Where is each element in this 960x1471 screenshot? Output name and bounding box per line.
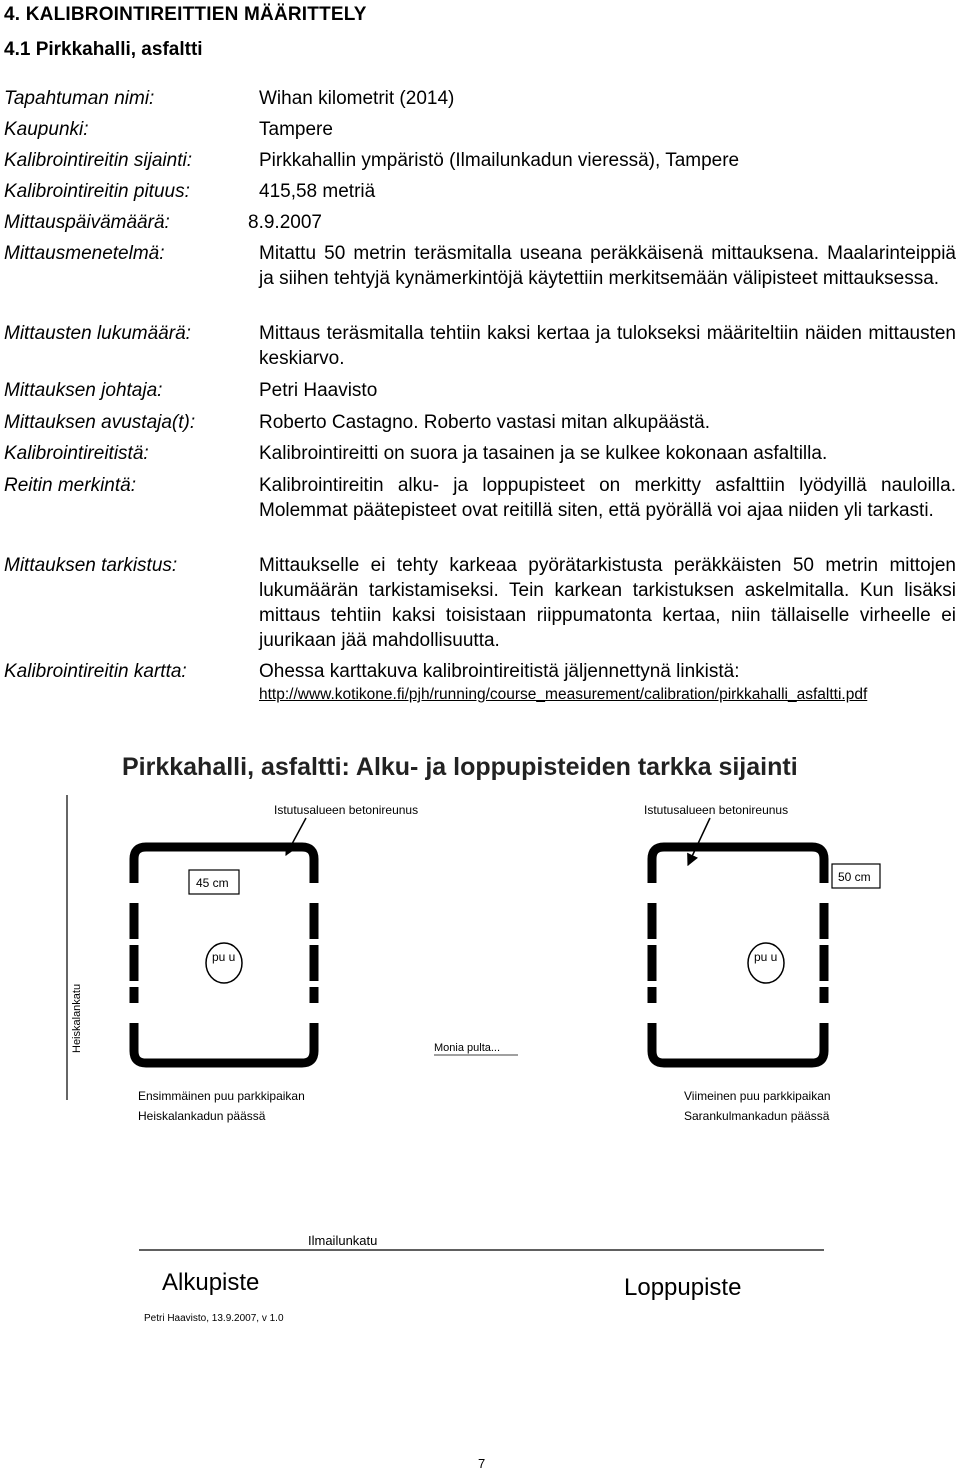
street-label-bottom: Ilmailunkatu	[308, 1233, 378, 1248]
field-label: Mittausten lukumäärä:	[4, 323, 191, 344]
field-value: Roberto Castagno. Roberto vastasi mitan alkupäästä.	[259, 412, 710, 433]
field-value: Mittaukselle ei tehty karkeaa pyörätarkistusta peräkkäisten 50 metrin mittojen lukumäärän tarkistamiseksi. Tein karkean tarkistuksen askelmitalla. Kun lisäksi mittaus tehtiin kaksi toisistaan riippumatonta kertaa, niin tällaiselle virheelle ei juurikaan jää mahdollisuutta.	[259, 555, 956, 651]
field-label: Mittauksen johtaja:	[4, 380, 163, 401]
field-label: Kalibrointireitistä:	[4, 443, 149, 464]
field-label: Kalibrointireitin sijainti:	[4, 150, 192, 171]
page-number: 7	[478, 1456, 486, 1471]
caption-right-2: Sarankulmankadun päässä	[684, 1109, 830, 1123]
map-author: Petri Haavisto, 13.9.2007, v 1.0	[144, 1313, 284, 1324]
map-title: Pirkkahalli, asfaltti: Alku- ja loppupisteiden tarkka sijainti	[122, 753, 798, 781]
caption-right-1: Viimeinen puu parkkipaikan	[684, 1089, 831, 1103]
tree-right-label: pu u	[754, 950, 778, 964]
field-label: Tapahtuman nimi:	[4, 88, 155, 109]
field-label: Mittauspäivämäärä:	[4, 212, 170, 233]
distance-right: 50 cm	[838, 870, 871, 884]
field-label: Mittauksen tarkistus:	[4, 555, 178, 576]
street-label-left: Heiskalankatu	[71, 983, 83, 1053]
tree-left-label: pu u	[212, 950, 236, 964]
field-label: Mittausmenetelmä:	[4, 243, 165, 264]
planting-bed-right	[652, 847, 824, 1063]
calibration-map	[64, 735, 898, 1340]
distance-left: 45 cm	[196, 876, 229, 890]
field-value: Wihan kilometrit (2014)	[259, 88, 455, 109]
field-label: Mittauksen avustaja(t):	[4, 412, 196, 433]
pole-note: Monia pulta...	[434, 1042, 501, 1054]
field-value: 8.9.2007	[248, 212, 322, 233]
subsection-heading: 4.1 Pirkkahalli, asfaltti	[4, 39, 203, 60]
field-value: Kalibrointireitin alku- ja loppupisteet on merkitty asfalttiin lyödyillä nauloilla. Molemmat päätepisteet ovat reitillä siten, että pyörällä voi ajaa niiden yli tarkasti.	[259, 475, 956, 521]
field-value: Tampere	[259, 119, 333, 140]
section-heading: 4. KALIBROINTIREITTIEN MÄÄRITTELY	[4, 4, 367, 25]
field-value: Ohessa karttakuva kalibrointireitistä jäljennettynä linkistä:	[259, 661, 740, 682]
field-label: Reitin merkintä:	[4, 475, 136, 496]
map-source-link[interactable]: http://www.kotikone.fi/pjh/running/course_measurement/calibration/pirkkahalli_asfaltti.pdf	[259, 686, 868, 703]
border-label-right: Istutusalueen betonireunus	[644, 803, 789, 817]
field-value: Mittaus teräsmitalla tehtiin kaksi kertaa ja tulokseksi määriteltiin näiden mittausten keskiarvo.	[259, 323, 956, 369]
caption-left-1: Ensimmäinen puu parkkipaikan	[138, 1089, 305, 1103]
field-value: Petri Haavisto	[259, 380, 378, 401]
caption-left-2: Heiskalankadun päässä	[138, 1109, 266, 1123]
border-label-left: Istutusalueen betonireunus	[274, 803, 419, 817]
field-value: Mitattu 50 metrin teräsmitalla useana peräkkäisenä mittauksena. Maalarinteippiä ja siihen tehtyjä kynämerkintöjä käytettiin merkitsemään välipisteet mittauksessa.	[259, 243, 956, 289]
start-point-label: Alkupiste	[162, 1269, 260, 1296]
field-value: 415,58 metriä	[259, 181, 376, 202]
field-value: Kalibrointireitti on suora ja tasainen ja se kulkee kokonaan asfaltilla.	[259, 443, 828, 464]
field-value: Pirkkahallin ympäristö (Ilmailunkadun vieressä), Tampere	[259, 150, 740, 171]
field-label: Kalibrointireitin pituus:	[4, 181, 190, 202]
end-point-label: Loppupiste	[624, 1274, 742, 1301]
field-label: Kalibrointireitin kartta:	[4, 661, 187, 682]
border-right-arrow	[688, 818, 710, 865]
field-label: Kaupunki:	[4, 119, 89, 140]
